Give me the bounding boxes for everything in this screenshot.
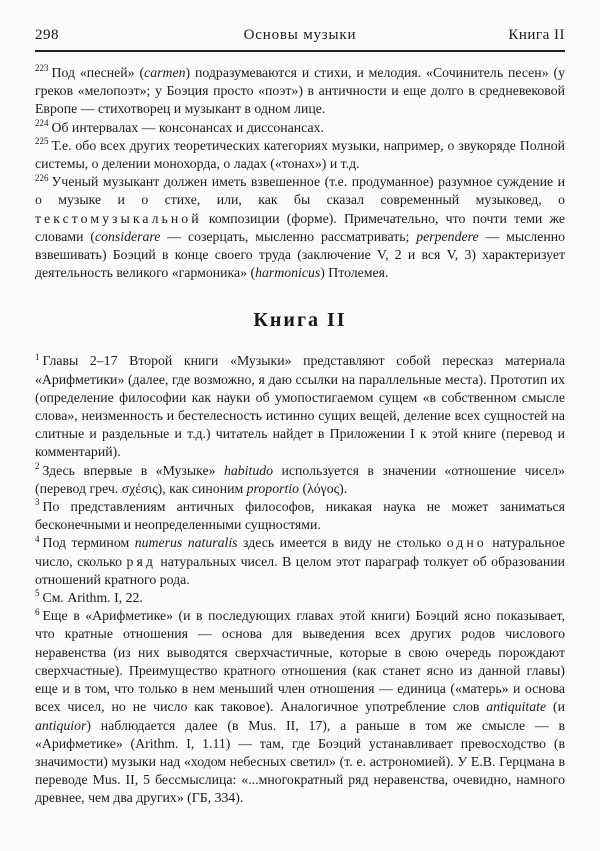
footnote-number: 3 xyxy=(35,497,40,508)
footnote-226 xyxy=(35,173,565,282)
footnote-text: натуральных чисел. В целом этот параграф толкует об образовании отношений кратного рода. xyxy=(35,553,565,587)
header-rule xyxy=(35,50,565,52)
footnote-text: — созерцать, мысленно рассматривать; xyxy=(160,228,417,244)
footnote-text: Главы 2–17 Второй книги «Музыки» представляют собой пересказ материала «Арифметики» (далее, где возможно, я даю ссылки на параллельные места). Прототип их (определение философии как науки об умопостигаемом сущем «в собственном смысле слова», неизменность и бестелесность истинно сущих вещей, деление всех сущностей на слитные и раздельные и т.д.) читатель найдет в Приложении I к этой книге (перевод и комментарий). xyxy=(35,353,565,460)
footnote-number: 226 xyxy=(35,172,49,183)
footnote-italic-term: harmonicus xyxy=(255,265,321,281)
footnote-223 xyxy=(35,64,565,119)
footnote-italic-term: carmen xyxy=(144,65,186,80)
footnote-number: 2 xyxy=(35,461,40,472)
footnote-number: 224 xyxy=(35,118,49,129)
footnote-number: 225 xyxy=(35,136,49,147)
footnote-number: 5 xyxy=(35,588,40,599)
running-header xyxy=(35,27,565,44)
footnote-text: ) Птолемея. xyxy=(320,265,389,281)
footnote-text: здесь имеется в виду не столько xyxy=(237,535,447,551)
footnote-text: Об интервалах — консонансах и диссонансах. xyxy=(51,119,324,135)
footnote-italic-term: proportio xyxy=(246,480,300,496)
footnote-text: Еще в «Арифметике» (и в последующих главах этой книги) Боэций ясно показывает, что кратные отношения — основа для выведения всех других родов числового неравенства (из них выводятся сверхчастичные, которые в свою очередь порождают сверхчастные). Преимущество кратного отношения (как станет ясно из данной главы) еще и в том, что только в нем меньший член отношения — единица («матерь» и основа всех чисел, но не число как таковое). Аналогичное употребление слов xyxy=(35,608,565,715)
footnote-1 xyxy=(35,352,565,461)
footnote-225 xyxy=(35,137,565,173)
footnote-text: По представлениям античных философов, никакая наука не может заниматься бесконечными и неопределенными сущностями. xyxy=(35,499,565,533)
running-title-right: Книга II xyxy=(508,27,565,43)
footnote-2 xyxy=(35,462,565,498)
footnote-italic-term: antiquitate xyxy=(486,699,547,715)
section-heading-book2: Книга II xyxy=(253,309,347,332)
footnote-number: 1 xyxy=(35,351,40,362)
footnote-text: ) наблюдается далее (в Mus. II, 17), а раньше в том же смысле — в «Арифметике» (Arithm. I, 1.11) — там, где Боэций устанавливает превосходство (в значимости) музыки над «ходом небесных светил» (т. е. астрономией). У Е.В. Герцмана в переводе Mus. II, 5 бессмыслица: «...многократный ряд неравенства, очевидно, намного древнее, чем два других» (ГБ, 334). xyxy=(35,717,565,806)
footnote-5 xyxy=(35,589,565,607)
footnote-text: — мысленно взвешивать) Боэций в конце своего труда (заключение V, 2 и вся V, 3) характеризует деятельность великого «гармоника» ( xyxy=(35,228,565,281)
footnote-text: Здесь впервые в «Музыке» xyxy=(42,462,224,478)
footnote-text: ) подразумеваются и стихи, и мелодия. «Сочинитель песен» (у греков «мелопоэт»; у Боэция просто «поэт») в античности и еще долго в средневековой Европе — стихотворец и музыкант в одном лице. xyxy=(35,65,566,117)
footnote-text: композиции (форме). Примечательно, что почти теми же словами ( xyxy=(35,210,565,244)
footnote-3 xyxy=(35,498,565,534)
footnote-number: 6 xyxy=(35,606,40,617)
footnote-text: Под термином xyxy=(42,535,135,551)
footnote-text: (λόγος). xyxy=(299,480,348,496)
footnote-italic-term: antiquior xyxy=(35,717,87,733)
running-title-center: Основы музыки xyxy=(243,27,357,43)
footnote-italic-term: numerus naturalis xyxy=(134,535,238,551)
footnote-text: Т.е. обо всех других теоретических категориях музыки, например, о звукоряде Полной системы, о делении монохорда, о ладах («тонах») и т.д. xyxy=(35,137,565,172)
footnote-italic-term: considerare xyxy=(94,228,161,244)
footnote-italic-term: perpendere xyxy=(416,228,479,244)
footnote-text: (и xyxy=(546,699,565,715)
footnote-6 xyxy=(35,607,565,807)
footnote-number: 223 xyxy=(35,63,49,74)
page-number: 298 xyxy=(35,27,59,43)
footnote-text: ряд xyxy=(126,553,156,569)
footnote-224 xyxy=(35,119,565,137)
footnote-text: Ученый музыкант должен иметь взвешенное (т.е. продуманное) разумное суждение и о музыке и о стихе, или, как бы сказал современный музыковед, о xyxy=(35,174,565,208)
footnote-number: 4 xyxy=(35,533,40,544)
footnote-text: Под «песней» ( xyxy=(51,65,145,80)
endnotes-book2 xyxy=(35,352,565,807)
footnote-text: текстомузыкальной xyxy=(35,210,202,226)
footnote-4 xyxy=(35,534,565,589)
footnote-text: используется в значении «отношение чисел» (перевод греч. σχέσις), как синоним xyxy=(35,462,565,496)
footnote-italic-term: habitudo xyxy=(223,462,274,478)
footnote-text: См. Arithm. I, 22. xyxy=(42,590,143,606)
endnotes-book1 xyxy=(35,64,565,282)
footnote-text: натуральное число, сколько xyxy=(35,535,565,569)
footnote-text: одно xyxy=(446,535,487,551)
